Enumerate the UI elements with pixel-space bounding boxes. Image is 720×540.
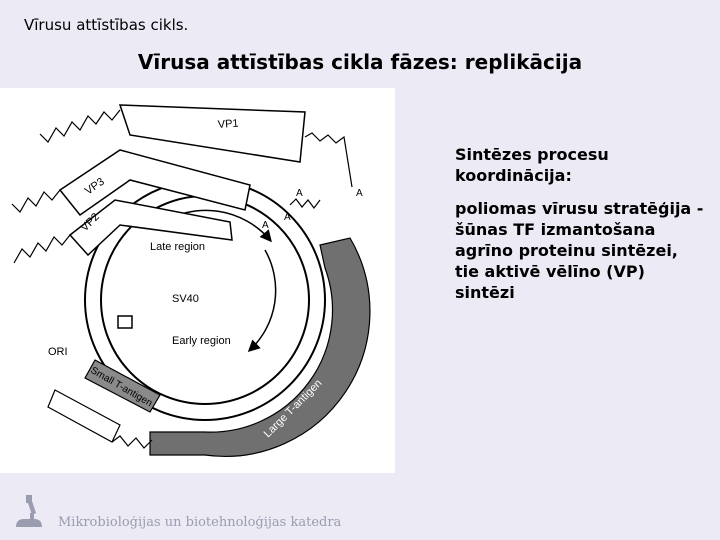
- leader-zigzag-vp3: [12, 190, 60, 212]
- label-late-region: Late region: [150, 241, 206, 253]
- label-large-t-antigen: Large T-antigen: [261, 377, 325, 441]
- label-vp2: VP2: [78, 210, 102, 235]
- label-polyA-3: A: [262, 220, 269, 231]
- label-sv40: SV40: [172, 293, 199, 305]
- sv40-genome-diagram: [0, 88, 395, 473]
- label-vp1: VP1: [217, 117, 239, 131]
- explanation-paragraph-2: poliomas vīrusu stratēģija - šūnas TF izmantošana agrīno proteinu sintēzei, tie aktivē vēlīno (VP) sintēzi: [455, 199, 704, 302]
- label-vp3: VP3: [82, 175, 107, 198]
- vp1-transcript: [120, 105, 305, 162]
- leader-zigzag-vp2: [14, 235, 70, 263]
- ori-box: [118, 316, 132, 328]
- small-t-antigen-white-box: [48, 390, 120, 442]
- early-direction-arrow: [250, 250, 276, 350]
- label-ori: ORI: [48, 346, 68, 358]
- label-polyA-1: A: [296, 188, 303, 199]
- vp1-tail: [305, 133, 352, 187]
- label-polyA-2: A: [356, 188, 363, 199]
- slide-title: Vīrusa attīstības cikla fāzes: replikācija: [137, 50, 583, 74]
- explanation-paragraph-1: Sintēzes procesu koordinācija:: [455, 145, 609, 185]
- label-early-region: Early region: [172, 335, 231, 347]
- label-polyA-4: A: [284, 212, 291, 223]
- large-t-antigen-transcript: [150, 238, 370, 456]
- slide-header: Vīrusu attīstības cikls.: [24, 16, 189, 34]
- footer-department: Mikrobioloģijas un biotehnoloģijas katedra: [58, 515, 342, 530]
- label-small-t-antigen: Small T-antigen: [88, 365, 155, 410]
- explanation-text: [455, 144, 705, 315]
- microscope-logo-icon: [10, 491, 50, 531]
- leader-zigzag-vp1: [40, 110, 120, 142]
- t-antigen-zigzag: [112, 436, 152, 448]
- footer: [0, 487, 720, 540]
- sv40-diagram-svg: [0, 88, 395, 473]
- vp2-tail: [290, 199, 320, 208]
